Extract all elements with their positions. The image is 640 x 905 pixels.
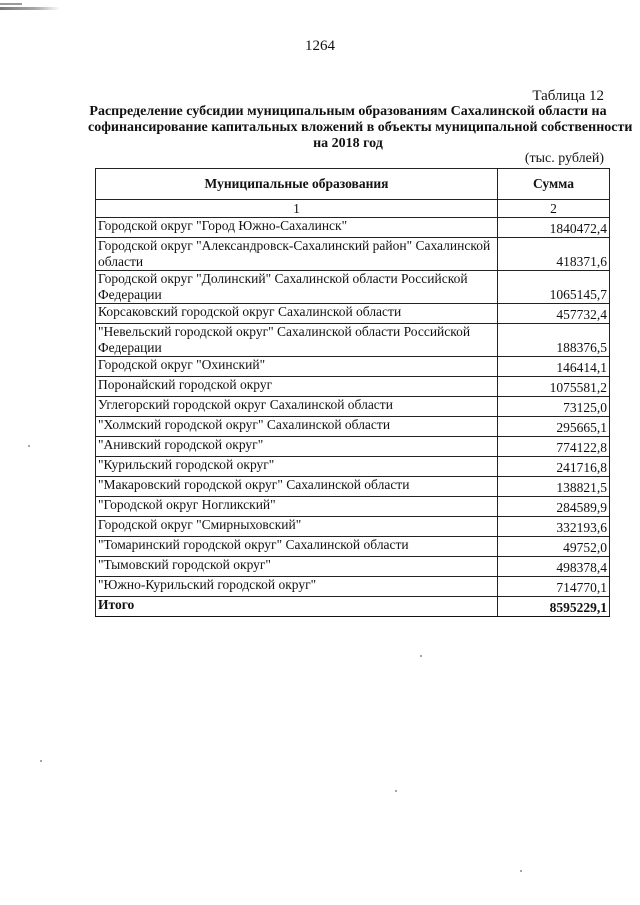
municipality-name: "Городской округ Ногликский" [96, 497, 498, 517]
column-number: 1 [96, 200, 498, 218]
subsidy-amount: 332193,6 [498, 517, 610, 537]
municipality-name: "Южно-Курильский городской округ" [96, 577, 498, 597]
scan-artifact [0, 7, 60, 10]
table-row [96, 417, 610, 437]
scan-artifact [0, 3, 22, 5]
subsidy-amount: 774122,8 [498, 437, 610, 457]
subsidy-amount: 295665,1 [498, 417, 610, 437]
subsidy-amount: 73125,0 [498, 397, 610, 417]
total-amount: 8595229,1 [498, 597, 610, 617]
scan-speck [28, 445, 30, 447]
table-label: Таблица 12 [532, 88, 604, 104]
subsidy-amount: 714770,1 [498, 577, 610, 597]
total-label: Итого [96, 597, 498, 617]
table-row [96, 377, 610, 397]
municipality-name: "Анивский городской округ" [96, 437, 498, 457]
scan-speck [395, 790, 397, 792]
municipality-name: "Невельский городской округ" Сахалинской области Российской Федерации [96, 324, 498, 357]
table-row [96, 357, 610, 377]
subsidy-amount: 284589,9 [498, 497, 610, 517]
table-row [96, 457, 610, 477]
municipality-name: "Тымовский городской округ" [96, 557, 498, 577]
scan-speck [420, 655, 422, 657]
table-row [96, 517, 610, 537]
column-number-row [96, 200, 610, 218]
municipality-name: Городской округ "Долинский" Сахалинской области Российской Федерации [96, 271, 498, 304]
municipality-name: Городской округ "Охинский" [96, 357, 498, 377]
subsidy-amount: 138821,5 [498, 477, 610, 497]
table-row [96, 477, 610, 497]
table-row [96, 304, 610, 324]
table-row [96, 271, 610, 304]
page-number: 1264 [305, 38, 335, 54]
municipality-name: Корсаковский городской округ Сахалинской области [96, 304, 498, 324]
title-line: софинансирование капитальных вложений в объекты муниципальной собственности [88, 120, 633, 135]
subsidy-amount: 241716,8 [498, 457, 610, 477]
scan-speck [40, 760, 42, 762]
table-row [96, 437, 610, 457]
total-row [96, 597, 610, 617]
subsidy-table [95, 168, 610, 617]
municipality-name: "Томаринский городской округ" Сахалинской области [96, 537, 498, 557]
title-line: на 2018 год [313, 136, 383, 151]
municipality-name: Городской округ "Александровск-Сахалинский район" Сахалинской области [96, 238, 498, 271]
subsidy-amount: 1065145,7 [498, 271, 610, 304]
subsidy-amount: 457732,4 [498, 304, 610, 324]
column-header-municipalities: Муниципальные образования [96, 169, 498, 200]
subsidy-amount: 146414,1 [498, 357, 610, 377]
subsidy-amount: 49752,0 [498, 537, 610, 557]
municipality-name: Городской округ "Город Южно-Сахалинск" [96, 218, 498, 238]
column-number: 2 [498, 200, 610, 218]
subsidy-amount: 1840472,4 [498, 218, 610, 238]
scan-speck [520, 870, 522, 872]
subsidy-amount: 188376,5 [498, 324, 610, 357]
table-row [96, 557, 610, 577]
units-label: (тыс. рублей) [524, 151, 604, 166]
subsidy-amount: 498378,4 [498, 557, 610, 577]
title-line: Распределение субсидии муниципальным образованиям Сахалинской области на [89, 104, 607, 119]
municipality-name: Городской округ "Смирныховский" [96, 517, 498, 537]
table-row [96, 324, 610, 357]
subsidy-amount: 1075581,2 [498, 377, 610, 397]
subsidy-amount: 418371,6 [498, 238, 610, 271]
column-header-sum: Сумма [498, 169, 610, 200]
municipality-name: Поронайский городской округ [96, 377, 498, 397]
document-title [88, 104, 633, 152]
municipality-name: "Макаровский городской округ" Сахалинской области [96, 477, 498, 497]
table-row [96, 397, 610, 417]
table-row [96, 218, 610, 238]
municipality-name: "Холмский городской округ" Сахалинской области [96, 417, 498, 437]
table-header-row [96, 169, 610, 200]
table-row [96, 537, 610, 557]
table-row [96, 238, 610, 271]
table-row [96, 497, 610, 517]
municipality-name: Углегорский городской округ Сахалинской области [96, 397, 498, 417]
municipality-name: "Курильский городской округ" [96, 457, 498, 477]
table-row [96, 577, 610, 597]
